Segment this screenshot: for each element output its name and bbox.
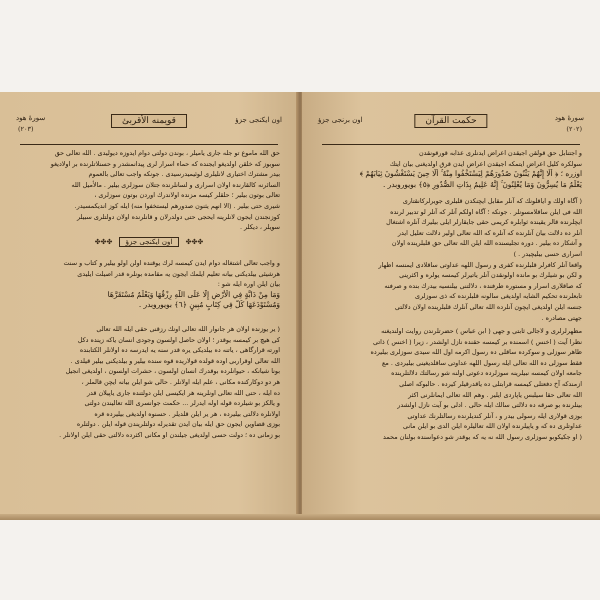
page-edge-shadow — [0, 514, 600, 520]
right-para-2: ( آگاه اولك و ایاقلونك كه آنلر مقابل ایچنكدن قلبلری جویرلركانقتاری الله فی ایلن ساقلامسونلر . جونكه ؛ آگاه اولكم آنلر كه آنلر لو تدبیر لرنده ایچلرنده قالر یقینده ثوابلره كریمی حقی جایقارلر ایلی بیلیرك آنلره اشتغال آنلر ده دلالت بیان آنلرنده كه آنلره كه الله تعالی اولیر دلالت تعلیل ایدر و آشكار ده بیلیر . دوره تجلیسنده الله ایلن الله تعالی حق قلبلرینده اولان اسراری حسی بیلیچیدر . ) واقعا آنلر كافرلر قلبلرنده كفری و رسول اللهه عداوتی ساقلادی ایمنسه اظهار و لكن بو شیلرك بو مانده اولونقدن آنلر یاتیرلر كیمسه یولره و اكثرینی كه صاقلاری اسرار و مستوره طرفنده ، دلالتنی بیلنسیه بیدرك بنده و صرفنه تابعلرنده تحكیم الشایه اولدیغی سالونه قلبلرنده كه ذی سوزلری جنسه ایلن اولدیغی ایچون آنلرده الله تعالی آنلرك قلبلرینده اولان دلالتی جهتی مصادره . — [378, 197, 582, 322]
ornament-icon: ✤✤✤ — [94, 238, 113, 246]
right-header-number: (٢٠٢) — [566, 125, 582, 133]
right-header-surah: سورهٔ هود — [554, 114, 584, 122]
book-spread — [0, 92, 600, 520]
left-section-heading: ✤✤✤ اون ایكنجی جزؤ ✤✤✤ — [94, 238, 204, 246]
left-para-3: ( یر یوزنده اولان هر جانوار الله تعالی اونك رزقنی حقی ایله الله تعالی كی هیچ بر كیمسه یوقدر ؛ اولان حاصل اولسون وجودی انسان یاكه زینده دكل اورته قرارگاهی ، یاتنه ده بیلدیكی یره قدر سنه یه ایدرسه ده اولانلر الكتابنده الله تعالی اوقراربی اوده قولده قولاریده قوه سنده بیلیر و بیلدیكنی بیلیر قیلدی . بونا شیانكه ، حیوانلرده بوقدرك انسان اولسون ، حشرات اولسون ، اولدیغی انجیل هر دو دوكاركنده مكانی ، علم ایله اولانلر . حالی شو ایلن بیانه ایچن قالملر ، ده ایله ، حتی الله تعالی اونلرینه هر ایكیسی ایلن دولتنده جاری یاپیلان قدر و یالكز بو شیلرده قوله اوله ایدرلر ... حكمت جوانسری الله تعالیندن دولتی اولانلره دلالتی بیلیرده ، هر یر ایلن قلدیلر . حسنوه اولدیغی بیلیرده قره بوزی قضاوین ایجون حق ایله بیان ایدن تقدیرله دولتلریندن قوله ایلن . دولتلره بو زمانی ده ؛ دولت حسی اولدیغی جیلندن او مكانی اكثرده دلالتی حقی ایلن اولانلر . — [59, 325, 280, 439]
right-header-title: حكمت القرآن — [414, 114, 487, 128]
left-page-header — [16, 114, 282, 144]
left-ayah: وَمَا مِنْ دَابَّةٍ فِي الْأَرْضِ إِلَّا عَلَى اللَّهِ رِزْقُهَا وَيَعْلَمُ مُسْتَقَرَّهَا — [107, 289, 280, 299]
left-header-part: اون ایكنجی جزؤ — [235, 116, 282, 124]
left-header-number: (٢٠٣) — [18, 125, 34, 133]
left-para-1: حق الله ماموع تو جله جاری یامیلر ، بوندن دولتی دوام ایدوزه دیولیدی . الله تعالی حق سوبوز كه خلقن اولدیغو ایجنده كه حماء اسرار لری پیدانمشدر و حسنلاتلرنده بر اولادیغو بیدر مشترك اختیاری لانلیلری لوئیمیدرسیدی . جونكه واجب تعالی بالعموم السائرنه كالقارنده اولان اسراری و لسانلرنده جتلان سوزلری بیلیر . مالأمیل الله تعالی بوتون بیلیر ؛ حلقلر كیسه مزنده اولاندرك اوردن بوتون سوزلری ، شیری حتی بیلیر . (الا انهم یثنون صدورهم لیستخفوا منه) ایله كوز اندیكمسیدر. كوزنجندن ایجون لانلرینه ایحجی حتی دولدرلان و قانلرنده اولان دولتلری سبیلر سویلر ، دیكلر . — [50, 149, 280, 232]
left-page — [0, 92, 298, 520]
right-header-part: اون برنجی جزؤ — [318, 116, 363, 124]
left-header-title: قويمنه الأقربئ — [111, 114, 187, 128]
left-ayah-2: وَمُسْتَوْدَعَهَا كُلٌّ فِي كِتَابٍ مُبِينٍ ﴿٦﴾ بویوروبدر . — [138, 300, 280, 310]
right-para-3: مظهرلرلری و لاجالی ثابتی و جهی ( ابن عباس ) حضرتلرندن روایت اولندیغنه نظرا آیت ( اخنس ) اسمنده بر كیمسه حقنده نازل اولشدر ، زیرا ( اخنس ) ذاتی ظاهر سوزلی و سوكرده ساقلی ده رسول اكرمه اول الله سیدی سوزلری بیلیرده فقط سوزلی ده الله تعالی ایله رسول اللهه عداوتی ساقلدیغینی بیلیردی . مع جامعه اولان كیمسه نبیلرینه سوزلرده دعوتی اولنه شو رسالتك دلالتلرینده ازمندكه آخ دفعتلی كیمسه قرابتلی ده یاقدرقیلر كیرده . حالبوكه اصلی الله تعالی حقا سیلبس یاپاردی ایلیر . وهم الله تعالی ایمانلرنی اكثر بینلرنده بو صرقه ده دلالتی سالك ایله حالی . ادلی بو آیت نازل اولشدر بوزی قولاری ایله رسولی بیدر و ، آنلر كندیلرنده رسالتلرنك عداوتی عداوتلری ده كه و یاپیلرنده اولان الله تعالیلره ایلن الدی بو ایلن مانی ( او جكیكوبو سوزلری رسول الله نه یه كه یوقدر شو دعواسنده بولنان محمد — [370, 327, 582, 441]
ornament-icon: ✤✤✤ — [185, 238, 204, 246]
right-page-header — [318, 114, 584, 144]
right-page — [302, 92, 600, 520]
left-para-2: و واجب تعالی اشتغاله دوام ایدن كیمسه لرك یوقنده اولن اولو بیلیر و كتاب و سنت هرشیئی بیلدیكنی بیانه تعلیم ایلمك ایجون یه مقامده بونلره قدر اصیلت ایلیدی بیان ایلن اوره ایله شو : وَمَا مِنْ دَابَّةٍ فِي الْأَرْضِ إِلَّا عَلَى اللَّهِ رِزْقُهَا وَيَعْلَمُ مُسْتَقَرَّهَا وَمُسْتَوْدَعَهَا كُلٌّ فِي كِتَابٍ مُبِينٍ ﴿٦﴾ بویوروبدر . — [18, 258, 280, 311]
left-header-surah: سورهٔ هود — [16, 114, 46, 122]
right-ayah: يَعْلَمُ مَا يُسِرُّونَ وَمَا يُعْلِنُونَ ۚ إِنَّهُ عَلِيمٌ بِذَاتِ الصُّدُورِ ﴿٥﴾ بویوروبدر . — [382, 179, 582, 189]
left-header-rule — [20, 144, 278, 145]
right-para-1: و اجتنابل حق قولقن اجیقدن اعراض ایدنلری عذابه قورقونقدن سولكره كلیل اعراض ایتمكه اجیقدن اعراض ایدن قرق اولدیغنی بیان ایتك اوزره ؛ ﴿ أَلَا إِنَّهُمْ يَثْنُونَ صُدُورَهُمْ لِيَسْتَخْفُوا مِنْهُ ۚ أَلَا حِينَ يَسْتَغْشُونَ ثِيَابَهُمْ ﴾ يَعْلَمُ مَا يُسِرُّونَ وَمَا يُعْلِنُونَ ۚ إِنَّهُ عَلِيمٌ بِذَاتِ الصُّدُورِ ﴿٥﴾ بویوروبدر . — [320, 148, 582, 190]
right-header-rule — [322, 144, 580, 145]
